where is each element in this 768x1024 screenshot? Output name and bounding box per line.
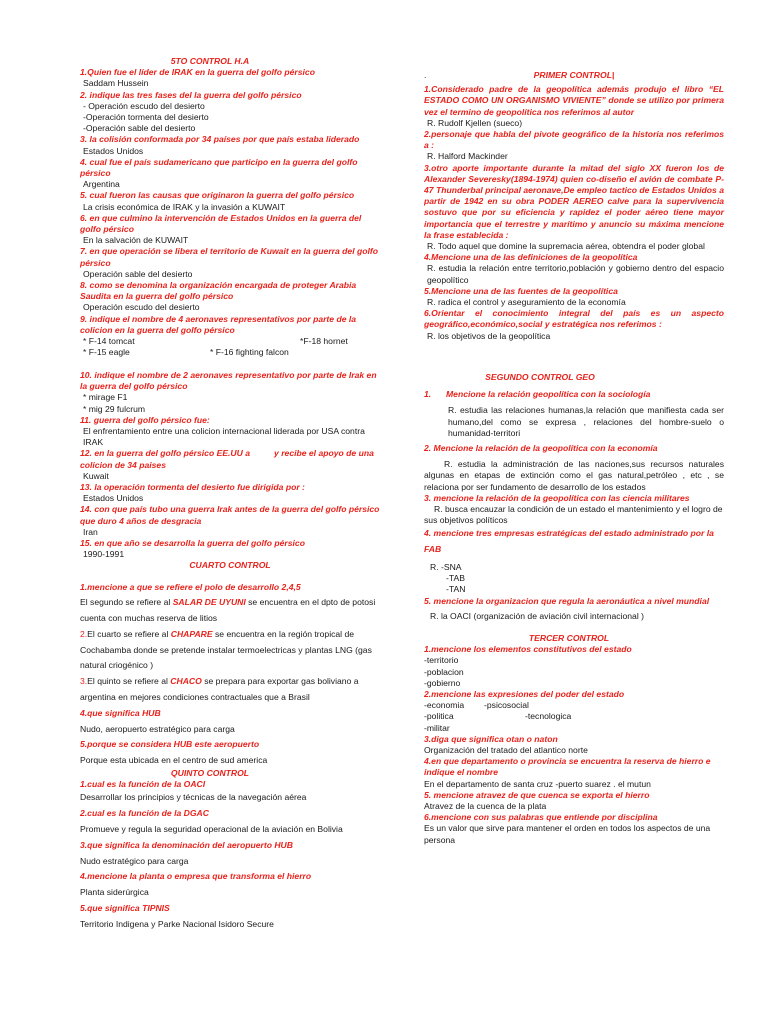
question-text: 13. la operación tormenta del desierto fue dirigida por : [80,482,305,493]
answer-text: Iran [83,526,98,537]
question-text: 5.que significa TIPNIS [80,902,170,913]
quinto-ha-section [80,56,380,358]
answer-text: R. estudia la administración de las naciones,sus recursos naturales algunas en etapas de extinción como el gas natural,petróleo , etc , se relaciona por ser fundamento de desarrollo de los estados [424,459,724,492]
answer-text: Planta siderúrgica [80,887,149,898]
question-text: 11. guerra del golfo pérsico fue: [80,414,210,425]
answer-text: -territorio [424,655,459,666]
question-block [80,280,380,314]
answer-text: R. Rudolf Kjellen (sueco) [427,117,523,128]
section-title-segundo-control: SEGUNDO CONTROL GEO [485,372,595,382]
answer-text: -gobierno [424,677,461,688]
section-title-cuarto-control: CUARTO CONTROL [189,560,271,571]
answer-text: R. busca encauzar la condición de un estado el mantenimiento y el logro de sus objetivos políticos [424,504,723,526]
question-text: 2. Mencione la relación de la geopolítica con la economía [424,443,658,454]
question-block [80,190,380,212]
answer-text: R. estudia la relación entre territorio,población y gobierno dentro del espacio geopolítico [427,263,724,285]
answer-text: * mirage F1 [83,392,128,403]
question-text: 15. en que año se desarrolla la guerra del golfo pérsico [80,538,305,549]
question-block [80,67,380,89]
answer-text: Nudo estratégico para carga [80,855,189,866]
answer-text: -militar [424,722,450,733]
question-block [80,157,380,191]
question-text: 4. cual fue el país sudamericano que participo en la guerra del golfo pérsico [80,156,358,179]
question-text-part: 12. en la guerra del golfo pérsico EE.UU a [80,448,251,459]
aircraft-row [80,336,380,347]
question-block [80,482,380,504]
cuarto-control-section [80,582,380,769]
question-block [80,213,380,247]
question-text: 3. mencione la relación de la geopolítica con las ciencia militares [424,492,690,503]
title-row [424,70,724,81]
answer-text: Argentina [83,179,120,190]
question-text: 4.mencione la planta o empresa que transforma el hierro [80,871,312,882]
answer-text: se prepara para exportar gas boliviano a argentina en mejores condiciones contractuales que a Brasil [80,676,359,702]
aircraft-item: *F-18 hornet [300,336,348,347]
question-block [80,134,380,156]
question-text: 5.porque se considera HUB este aeropuerto [80,739,260,750]
item-number: 1. [424,389,432,400]
question-text: 1.mencione a que se refiere el polo de desarrollo 2,4,5 [80,582,301,592]
answer-paragraph [80,674,380,706]
answer-text: -Operación sable del desierto [83,123,196,134]
answer-text: Desarrollar los principios y técnicas de la navegación aérea [80,792,307,803]
question-block [80,246,380,280]
answer-paragraph [80,627,380,674]
highlight-term: SALAR DE UYUNI [172,597,246,608]
question-text: 6.Orientar el conocimiento integral del país es un aspecto geográfico,económico,social y estratégica nos referimos : [424,308,724,330]
question-text: 6. en que culmino la intervención de Estados Unidos en la guerra del golfo pérsico [80,212,362,235]
answer-text: Es un valor que sirve para mantener el orden en todos los aspectos de una persona [424,823,711,845]
question-block [80,90,380,135]
question-text: 3.que significa la denominación del aeropuerto HUB [80,839,293,850]
aircraft-item: * F-15 eagle [83,347,130,358]
question-text: 4. mencione tres empresas estratégicas del estado administrado por la FAB [424,528,714,555]
question-text: 9. indique el nombre de 4 aeronaves representativos por parte de la colicion en la guerra del golfo pérsico [80,313,357,335]
question-text: 3.diga que significa otan o naton [424,733,558,744]
question-text: 5. mencione la organizacion que regula la aeronáutica a nivel mundial [424,595,710,606]
answer-text: -TAN [446,584,466,595]
answer-text: R. radica el control y aseguramiento de la economía [427,297,626,308]
question-text: 5. cual fueron las causas que originaron la guerra del golfo pérsico [80,190,355,201]
answer-text: R. estudia las relaciones humanas,la relación que manifiesta cada ser humano,del como se expresa , relaciones del hombre-suelo o humanidad-territori [448,405,724,438]
answer-text: Atravez de la cuenca de la plata [424,801,547,812]
question-text: 2.personaje que habla del pivote geográfico de la historia nos referimos a : [424,129,724,151]
answer-text: Porque esta ubicada en el centro de sud america [80,755,268,766]
answer-text: Organización del tratado del atlantico norte [424,745,588,755]
stray-dot: . [424,70,427,80]
question-text [424,389,724,400]
question-text: 4.en que departamento o provincia se encuentra la reserva de hierro e indique el nombre [424,756,711,778]
answer-text: -economia [424,700,465,711]
answer-text: * mig 29 fulcrum [83,403,146,414]
answer-text: Operación sable del desierto [83,268,193,279]
item-number: 3. [80,676,88,687]
question-block [80,448,380,482]
answer-text: R. los objetivos de la geopolítica [427,330,551,341]
answer-paragraph [80,595,380,627]
answer-text: Promueve y regula la seguridad operacional de la aviación en Bolivia [80,824,343,834]
question-text: 7. en que operación se libera el territorio de Kuwait en la guerra del golfo pérsico [80,246,378,268]
question-text: 3. la colisión conformada por 34 países por que país estaba liderado [80,134,360,145]
answer-text: En la salvación de KUWAIT [83,235,189,246]
answer-text: R. Halford Mackinder [427,151,508,162]
answer-text: 1990-1991 [83,549,125,560]
answer-text: se encuentra en el dpto de potosi cuenta con muchas reserva de litios [80,597,376,623]
answer-text: El segundo se refiere al [80,597,173,608]
answer-text: -poblacion [424,666,464,677]
answer-text: R. la OACI (organización de aviación civil internacional ) [430,610,644,621]
question-block [80,415,380,449]
answer-text: R. Todo aquel que domine la supremacia aérea, obtendra el poder global [427,241,705,252]
answer-text: Estados Unidos [83,145,144,156]
answer-text: -tecnologica [525,711,572,722]
answer-text: -TAB [446,573,465,584]
question-block [80,370,380,415]
highlight-term: CHACO [170,676,202,687]
answer-text: El quinto se refiere al [87,676,171,687]
question-text: 1.mencione los elementos constitutivos del estado [424,644,632,655]
section-title-primer-control: PRIMER CONTROL| [533,70,615,80]
aircraft-row [80,347,380,358]
aircraft-item: * F-14 tomcat [83,336,135,347]
answer-text: -Operación tormenta del desierto [83,112,209,123]
answer-text: R. -SNA [430,562,462,573]
question-text: 1.cual es la función de la OACI [80,779,206,790]
question-text: 1.Considerado padre de la geopolítica además produjo el libro “EL ESTADO COMO UN ORGANISMO VIVIENTE” donde se utilizo por primera vez el termino de geopolítica nos referimos al autor [424,84,724,117]
answer-row [424,711,724,722]
answer-row [424,700,724,711]
segundo-control-section [424,372,724,622]
question-text: 1.Quien fue el líder de IRAK en la guerra del golfo pérsico [80,67,315,78]
question-text-part: Mencione la relación geopolítica con la sociología [446,389,651,400]
answer-text: El cuarto se refiere al [87,628,171,639]
section-title-5to-control: 5TO CONTROL H.A [170,56,250,66]
answer-text: En el departamento de santa cruz -puerto suarez . el mutun [424,778,651,789]
question-text: 5.Mencione una de las fuentes de la geopolítica [424,285,618,296]
answer-text: El enfrentamiento entre una colicion internacional liderada por USA contra IRAK [83,426,365,448]
answer-text: Estados Unidos [83,493,144,504]
question-text: 6.mencione con sus palabras que entiende por disciplina [424,812,658,823]
question-text: 8. como se denomina la organización encargada de proteger Arabia Saudita en la guerra del golfo pérsico [80,280,357,302]
question-text: 3.otro aporte importante durante la mitad del siglo XX fueron los de Alexander Severesky(1894-1974) quien co-diseño el avión de combate P-47 Thunderbal principal aeronave,De empleo tactico de Estados Unidos a partir de 1942 en su obra PODER AEREO calve para la supervivencia sostuvo que por su eficiencia y rapidez el poder aéreo tiene mayor importancia que el terrestre y marítimo y anuncio su máxima mencione la frase establecida : [424,162,724,240]
question-text: 5. mencione atravez de que cuenca se exporta el hierro [424,789,650,800]
aircraft-item: * F-16 fighting falcon [210,347,289,358]
question-text-part: y recibe el apoyo de una colicion de 34 paises [80,448,374,470]
primer-control-section [424,70,724,342]
answer-text: Saddam Hussein [83,78,149,89]
answer-text: - Operación escudo del desierto [83,100,205,111]
tercer-control-section [424,633,724,846]
answer-text: La crisis económica de IRAK y la invasión a KUWAIT [83,201,286,212]
question-block [80,504,380,538]
question-text: 10. indique el nombre de 2 aeronaves representativo por parte de Irak en la guerra del golfo pérsico [80,370,377,392]
answer-text: -politica [424,711,454,722]
question-text: 14. con que país tubo una guerra Irak antes de la guerra del golfo pérsico que duro 4 años de desgracia [80,504,380,526]
question-text: 4.Mencione una de las definiciones de la geopolítica [424,252,638,263]
item-number: 2. [80,628,88,639]
answer-text: Operación escudo del desierto [83,302,200,313]
highlight-term: CHAPARE [170,628,213,639]
answer-text: se encuentra en la región tropical de Cochabamba donde se pretende instalar termoelectricas y plantas LNG (gas natural criogénico ) [80,628,372,671]
question-text: 2.mencione las expresiones del poder del estado [424,689,625,700]
section-title-tercer-control: TERCER CONTROL [528,633,610,643]
question-block [80,314,380,359]
section-title-quinto-control: QUINTO CONTROL [170,768,250,778]
answer-text: Territorio Indigena y Parke Nacional Isidoro Secure [80,918,274,929]
quinto-control-section [80,768,380,933]
question-text: 2.cual es la función de la DGAC [80,808,209,819]
question-block [80,538,380,560]
answer-text: -psicosocial [484,700,529,711]
question-text [80,448,380,470]
answer-text: Kuwait [83,470,109,481]
question-text: 4.que significa HUB [80,707,161,718]
quinto-ha-section-cont [80,370,380,572]
answer-text: Nudo, aeropuerto estratégico para carga [80,723,235,734]
question-text: 2. indique las tres fases del la guerra del golfo pérsico [80,89,302,100]
